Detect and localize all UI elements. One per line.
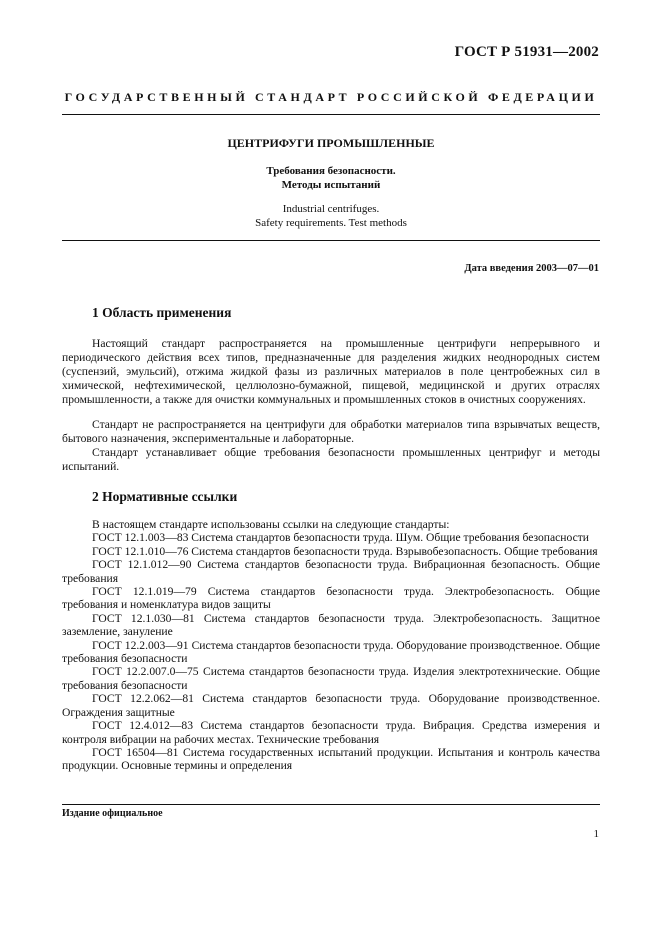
references-list xyxy=(62,518,600,773)
section-2-title: 2 Нормативные ссылки xyxy=(92,489,238,504)
standard-header: ГОСУДАРСТВЕННЫЙ СТАНДАРТ РОССИЙСКОЙ ФЕДЕРАЦИИ xyxy=(64,90,598,104)
reference-item: ГОСТ 12.2.062—81 Система стандартов безопасности труда. Оборудование производственное. Ограждения защитные xyxy=(62,692,600,719)
reference-item: ГОСТ 12.1.010—76 Система стандартов безопасности труда. Взрывобезопасность. Общие требования xyxy=(92,544,598,558)
reference-item: ГОСТ 16504—81 Система государственных испытаний продукции. Испытания и контроль качества продукции. Основные термины и определения xyxy=(62,745,600,773)
english-title-line-1: Industrial centrifuges. xyxy=(282,203,380,215)
page-number: 1 xyxy=(593,828,599,840)
section-1-paragraph: Стандарт устанавливает общие требования безопасности промышленных центрифуг и методы испытаний. xyxy=(62,446,600,473)
reference-item: ГОСТ 12.2.003—91 Система стандартов безопасности труда. Оборудование производственное. Общие требования безопасности xyxy=(62,638,600,666)
reference-item: ГОСТ 12.2.007.0—75 Система стандартов безопасности труда. Изделия электротехнические. Общие требования безопасности xyxy=(62,665,600,692)
english-title xyxy=(62,202,600,230)
section-1-paragraph: Стандарт не распространяется на центрифуги для обработки материалов типа взрывчатых веществ, бытового назначения, экспериментальные и лабораторные. xyxy=(62,418,600,445)
title-divider xyxy=(62,240,600,241)
subtitle-line-2: Методы испытаний xyxy=(281,179,381,191)
document-subtitle xyxy=(62,164,600,192)
official-edition-note: Издание официальное xyxy=(62,808,163,819)
introduction-date: Дата введения 2003—07—01 xyxy=(464,263,599,274)
footer-divider xyxy=(62,804,600,805)
reference-item: ГОСТ 12.1.030—81 Система стандартов безопасности труда. Электробезопасность. Защитное заземление, зануление xyxy=(62,611,600,639)
document-title: ЦЕНТРИФУГИ ПРОМЫШЛЕННЫЕ xyxy=(227,136,435,150)
document-code: ГОСТ Р 51931—2002 xyxy=(454,44,599,60)
section-1-paragraph: Настоящий стандарт распространяется на промышленные центрифуги непрерывного и периодического действия всех типов, предназначенные для разделения жидких неоднородных систем (суспензий, эмульсий), отжима жидкой фазы из различных материалов в поле центробежных сил в химической, нефтехимической, целлюлозно-бумажной, пищевой, медицинской и других отраслях промышленности, а также для очистки коммунальных и промышленных стоков в очистных сооружениях. xyxy=(62,337,600,406)
references-intro: В настоящем стандарте использованы ссылки на следующие стандарты: xyxy=(92,518,450,531)
reference-item: ГОСТ 12.1.012—90 Система стандартов безопасности труда. Вибрационная безопасность. Общие требования xyxy=(62,558,600,585)
english-title-line-2: Safety requirements. Test methods xyxy=(255,217,407,229)
reference-item: ГОСТ 12.1.019—79 Система стандартов безопасности труда. Электробезопасность. Общие требования и номенклатура видов защиты xyxy=(62,585,600,612)
reference-item: ГОСТ 12.1.003—83 Система стандартов безопасности труда. Шум. Общие требования безопасности xyxy=(92,531,590,545)
subtitle-line-1: Требования безопасности. xyxy=(266,165,396,177)
reference-item: ГОСТ 12.4.012—83 Система стандартов безопасности труда. Вибрация. Средства измерения и контроля вибрации на рабочих местах. Технические требования xyxy=(62,719,600,746)
section-1-title: 1 Область применения xyxy=(92,305,232,320)
header-divider xyxy=(62,114,600,115)
